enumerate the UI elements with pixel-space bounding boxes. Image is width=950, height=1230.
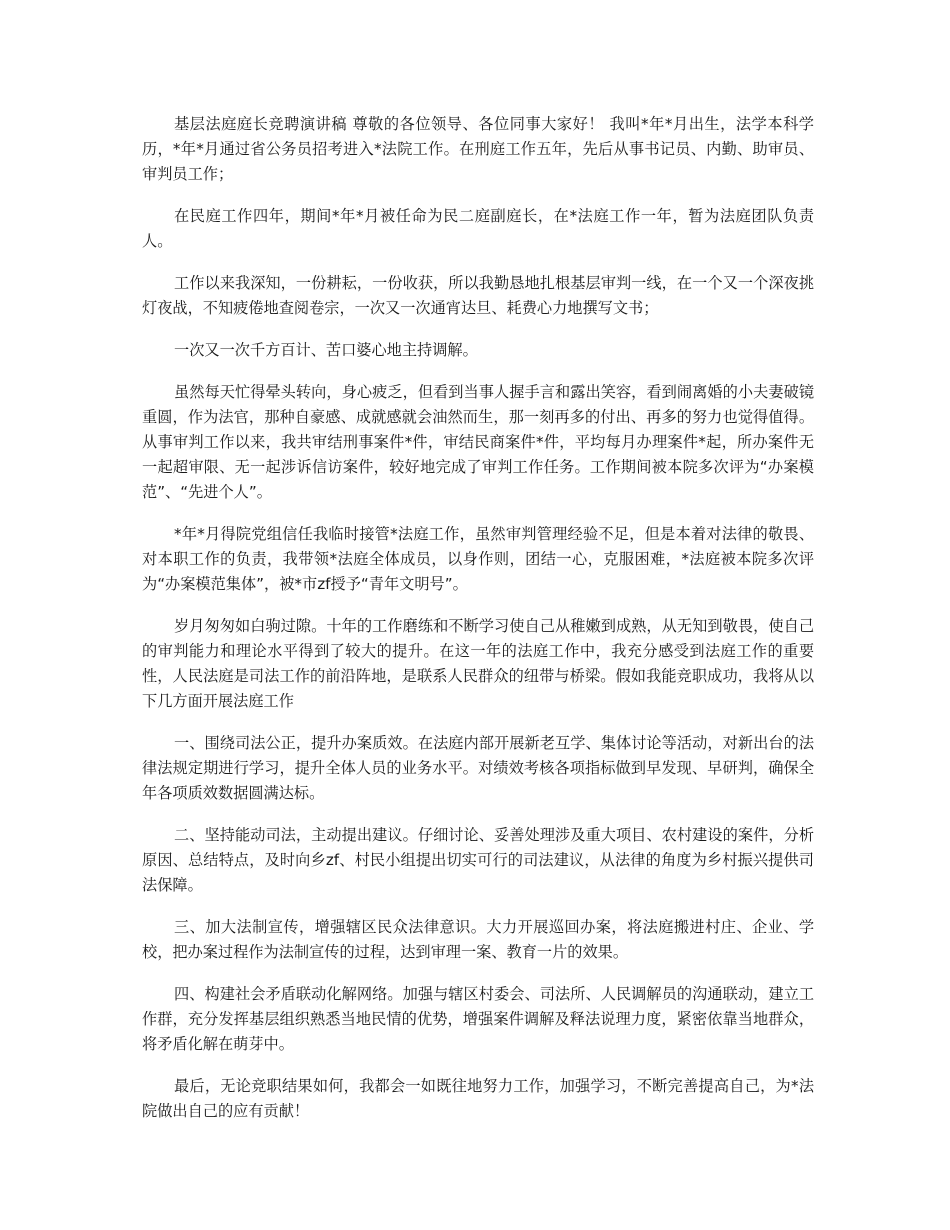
paragraph-hard-work: 工作以来我深知，一份耕耘，一份收获，所以我勤恳地扎根基层审判一线，在一个又一个深夜挑灯夜战，不知疲倦地查阅卷宗，一次又一次通宵达旦、耗费心力地撰写文书；: [142, 274, 814, 317]
paragraph-plan-four: 四、构建社会矛盾联动化解网络。加强与辖区村委会、司法所、人民调解员的沟通联动，建立工作群，充分发挥基层组织熟悉当地民情的优势，增强案件调解及释法说理力度，紧密依靠当地群众，将矛盾化解在萌芽中。: [142, 985, 814, 1053]
paragraph-achievements: 虽然每天忙得晕头转向，身心疲乏，但看到当事人握手言和露出笑容，看到闹离婚的小夫妻破镜重圆，作为法官，那种自豪感、成就感就会油然而生，那一刻再多的付出、再多的努力也觉得值得。从事审判工作以来，我共审结刑事案件*件，审结民商案件*件，平均每月办理案件*起，所办案件无一起超审限、无一起涉诉信访案件，较好地完成了审判工作任务。工作期间被本院多次评为“办案模范”、“先进个人”。: [142, 383, 814, 501]
paragraph-reflection: 岁月匆匆如白驹过隙。十年的工作磨练和不断学习使自己从稚嫩到成熟，从无知到敬畏，使自己的审判能力和理论水平得到了较大的提升。在这一年的法庭工作中，我充分感受到法庭工作的重要性，人民法庭是司法工作的前沿阵地，是联系人民群众的纽带与桥梁。假如我能竞职成功，我将从以下几方面开展法庭工作: [142, 617, 814, 710]
paragraph-mediation: 一次又一次千方百计、苦口婆心地主持调解。: [174, 341, 478, 359]
paragraph-plan-three: 三、加大法制宣传，增强辖区民众法律意识。大力开展巡回办案，将法庭搬进村庄、企业、学校，把办案过程作为法制宣传的过程，达到审理一案、教育一片的效果。: [142, 918, 814, 961]
document-body: [142, 112, 814, 1141]
paragraph-plan-two: 二、坚持能动司法，主动提出建议。仔细讨论、妥善处理涉及重大项目、农村建设的案件，分析原因、总结特点，及时向乡zf、村民小组提出切实可行的司法建议，从法律的角度为乡村振兴提供司法保障。: [142, 826, 814, 894]
paragraph-civil-court: 在民庭工作四年，期间*年*月被任命为民二庭副庭长，在*法庭工作一年，暂为法庭团队负责人。: [142, 207, 814, 250]
paragraph-closing: 最后，无论竞职结果如何，我都会一如既往地努力工作，加强学习，不断完善提高自己，为*法院做出自己的应有贡献！: [142, 1077, 814, 1120]
paragraph-court-management: *年*月得院党组信任我临时接管*法庭工作，虽然审判管理经验不足，但是本着对法律的敬畏、对本职工作的负责，我带领*法庭全体成员，以身作则，团结一心，克服困难，*法庭被本院多次评为“办案模范集体”，被*市zf授予“青年文明号”。: [142, 525, 814, 593]
paragraph-intro: 基层法庭庭长竞聘演讲稿 尊敬的各位领导、各位同事大家好！ 我叫*年*月出生，法学本科学历，*年*月通过省公务员招考进入*法院工作。在刑庭工作五年，先后从事书记员、内勤、助审员、审判员工作；: [142, 115, 814, 183]
paragraph-plan-one: 一、围绕司法公正，提升办案质效。在法庭内部开展新老互学、集体讨论等活动，对新出台的法律法规定期进行学习，提升全体人员的业务水平。对绩效考核各项指标做到早发现、早研判，确保全年各项质效数据圆满达标。: [142, 734, 814, 802]
